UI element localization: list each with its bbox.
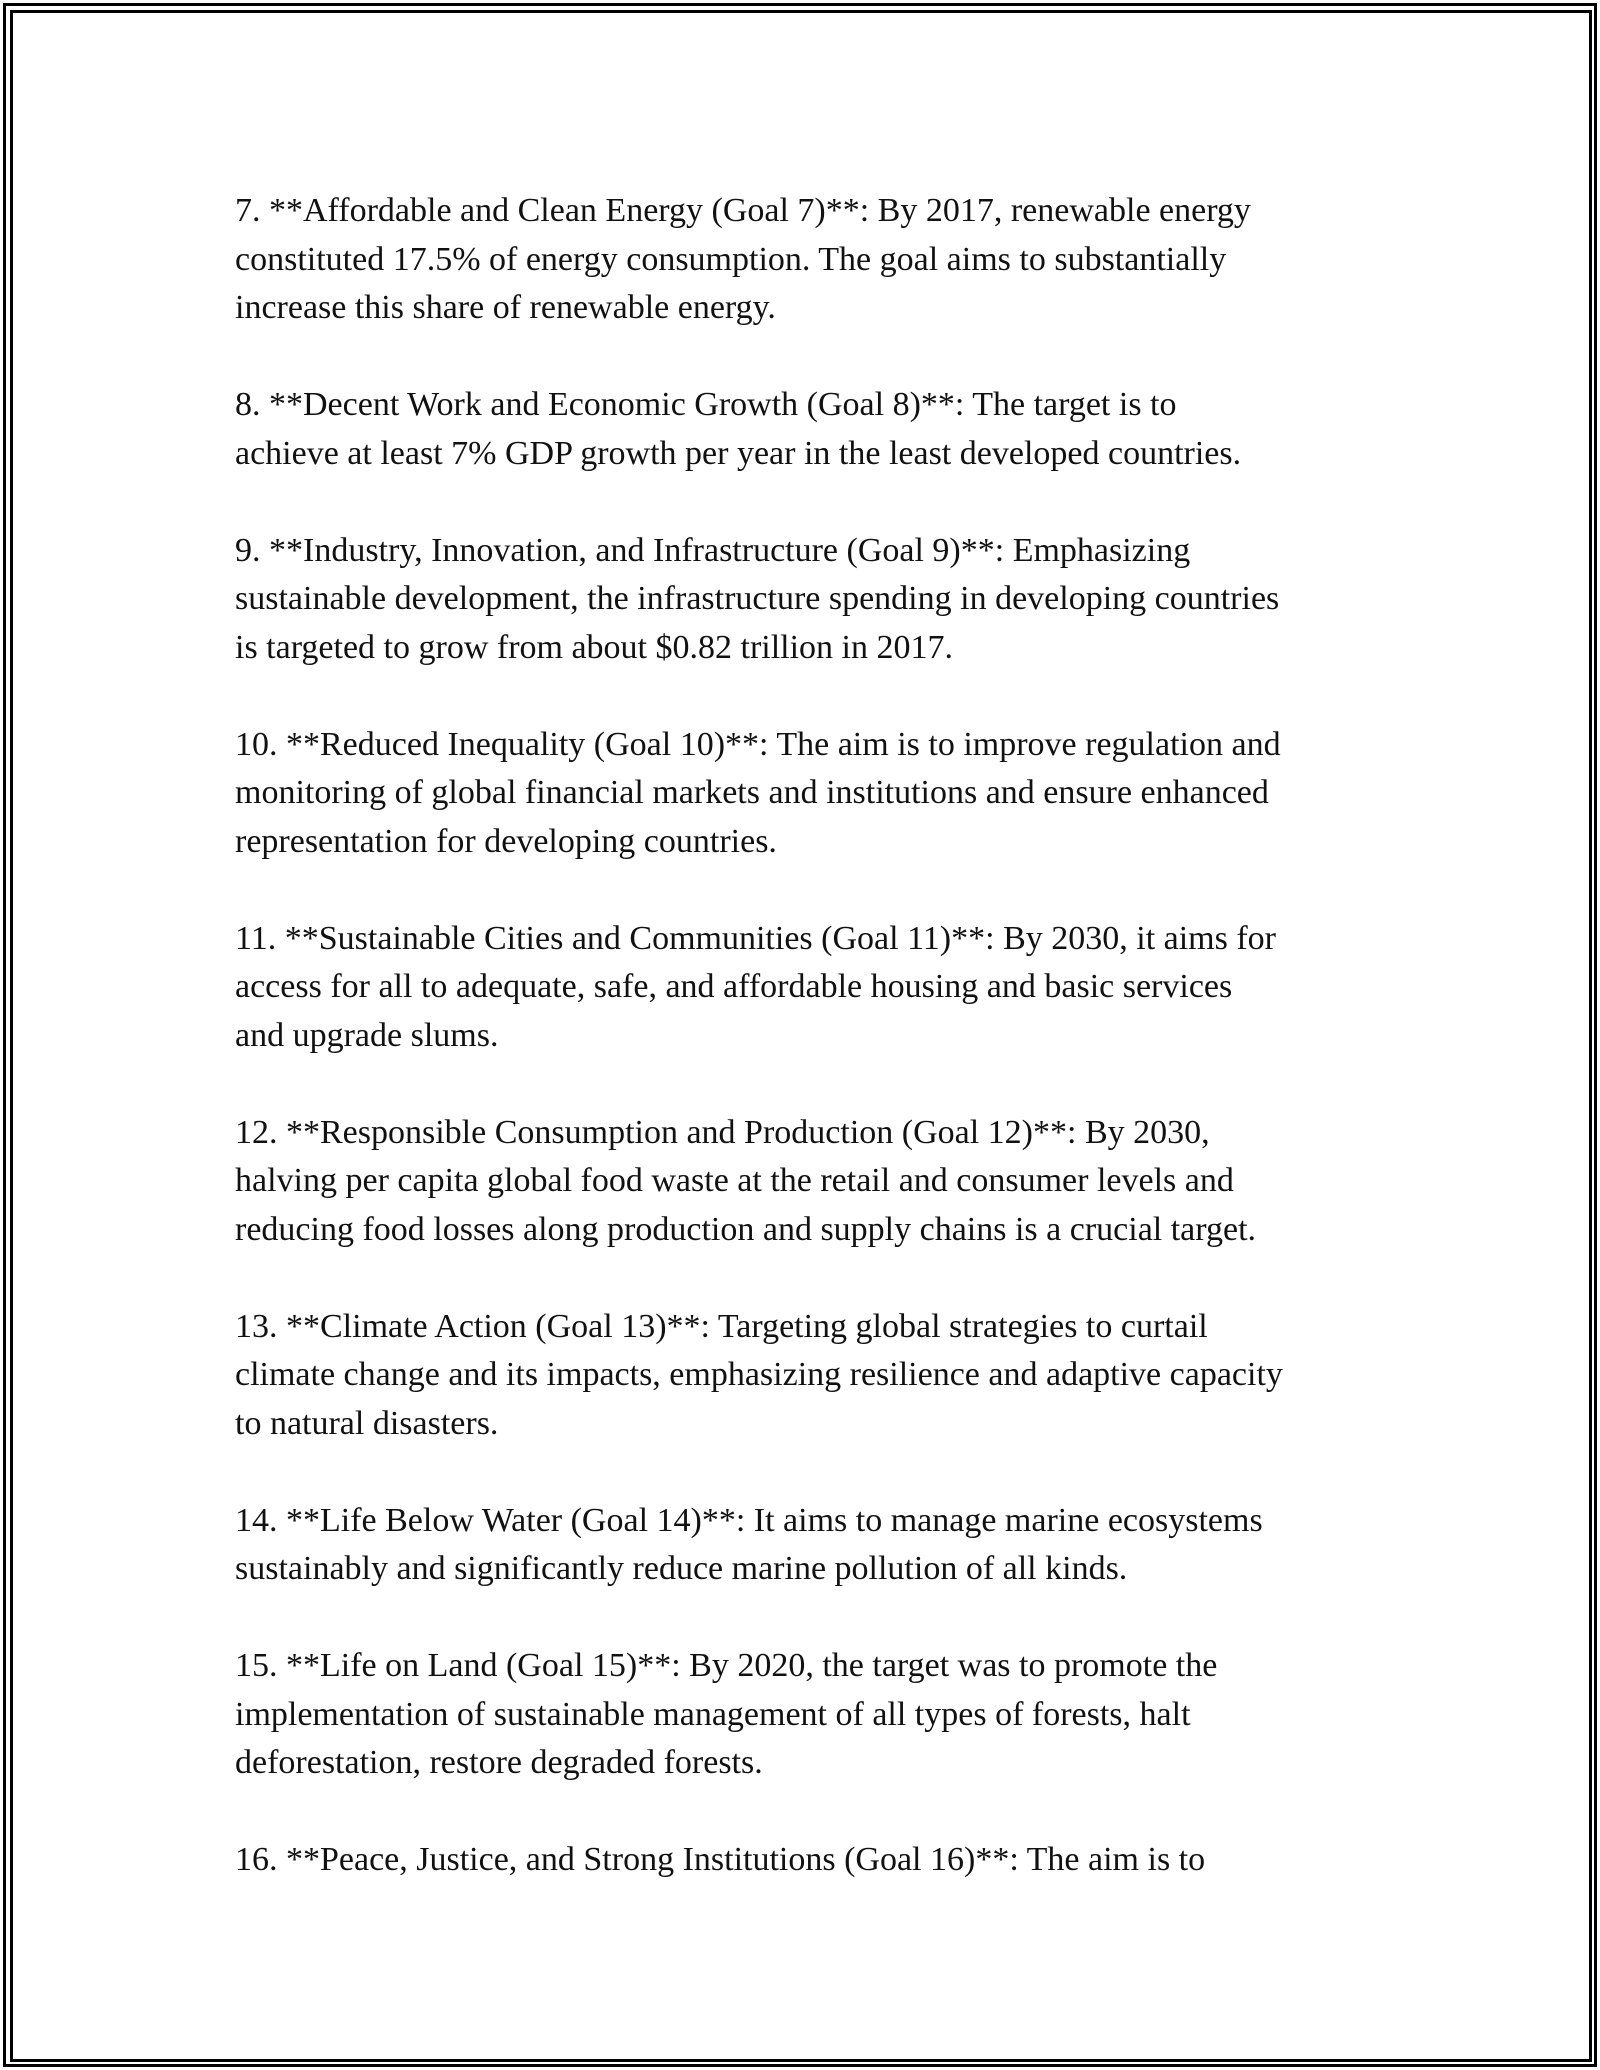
- text-line: 14. **Life Below Water (Goal 14)**: It aims to manage marine ecosystems: [235, 1501, 1263, 1539]
- goal-paragraph-16: [235, 1836, 1385, 1885]
- text-line: increase this share of renewable energy.: [235, 289, 776, 326]
- goal-paragraph-7: [235, 187, 1385, 333]
- text-line: sustainable development, the infrastructure spending in developing countries: [235, 580, 1280, 617]
- goal-paragraph-9: [235, 527, 1385, 673]
- text-line: and upgrade slums.: [235, 1016, 499, 1054]
- goal-paragraph-12: [235, 1109, 1385, 1255]
- text-line: 12. **Responsible Consumption and Production (Goal 12)**: By 2030,: [235, 1113, 1210, 1151]
- text-line: is targeted to grow from about $0.82 trillion in 2017.: [235, 628, 954, 666]
- goal-paragraph-15: [235, 1642, 1385, 1788]
- goal-paragraph-8: [235, 381, 1385, 478]
- text-line: 7. **Affordable and Clean Energy (Goal 7)**: By 2017, renewable energy: [235, 192, 1251, 229]
- text-line: to natural disasters.: [235, 1404, 499, 1442]
- text-line: sustainably and significantly reduce marine pollution of all kinds.: [235, 1550, 1128, 1587]
- goal-paragraph-13: [235, 1303, 1385, 1449]
- goal-paragraph-10: [235, 721, 1385, 867]
- goal-paragraph-11: [235, 915, 1385, 1061]
- text-line: constituted 17.5% of energy consumption. The goal aims to substantially: [235, 240, 1227, 278]
- text-line: 16. **Peace, Justice, and Strong Institutions (Goal 16)**: The aim is to: [235, 1841, 1206, 1878]
- text-line: halving per capita global food waste at the retail and consumer levels and: [235, 1162, 1234, 1199]
- text-line: monitoring of global financial markets and institutions and ensure enhanced: [235, 774, 1269, 811]
- text-line: implementation of sustainable management of all types of forests, halt: [235, 1695, 1191, 1733]
- text-line: 11. **Sustainable Cities and Communities (Goal 11)**: By 2030, it aims for: [235, 919, 1277, 957]
- text-line: 15. **Life on Land (Goal 15)**: By 2020, the target was to promote the: [235, 1647, 1218, 1684]
- text-line: 13. **Climate Action (Goal 13)**: Targeting global strategies to curtail: [235, 1307, 1208, 1345]
- text-line: 8. **Decent Work and Economic Growth (Goal 8)**: The target is to: [235, 386, 1177, 423]
- text-line: reducing food losses along production and supply chains is a crucial target.: [235, 1210, 1257, 1248]
- text-line: achieve at least 7% GDP growth per year in the least developed countries.: [235, 434, 1242, 472]
- goal-paragraph-14: [235, 1497, 1385, 1594]
- text-line: deforestation, restore degraded forests.: [235, 1744, 763, 1781]
- text-line: 10. **Reduced Inequality (Goal 10)**: The aim is to improve regulation and: [235, 725, 1281, 763]
- text-line: climate change and its impacts, emphasizing resilience and adaptive capacity: [235, 1356, 1283, 1393]
- text-line: access for all to adequate, safe, and affordable housing and basic services: [235, 968, 1233, 1005]
- document-body: [235, 187, 1385, 1933]
- text-line: representation for developing countries.: [235, 822, 777, 860]
- text-line: 9. **Industry, Innovation, and Infrastructure (Goal 9)**: Emphasizing: [235, 531, 1191, 569]
